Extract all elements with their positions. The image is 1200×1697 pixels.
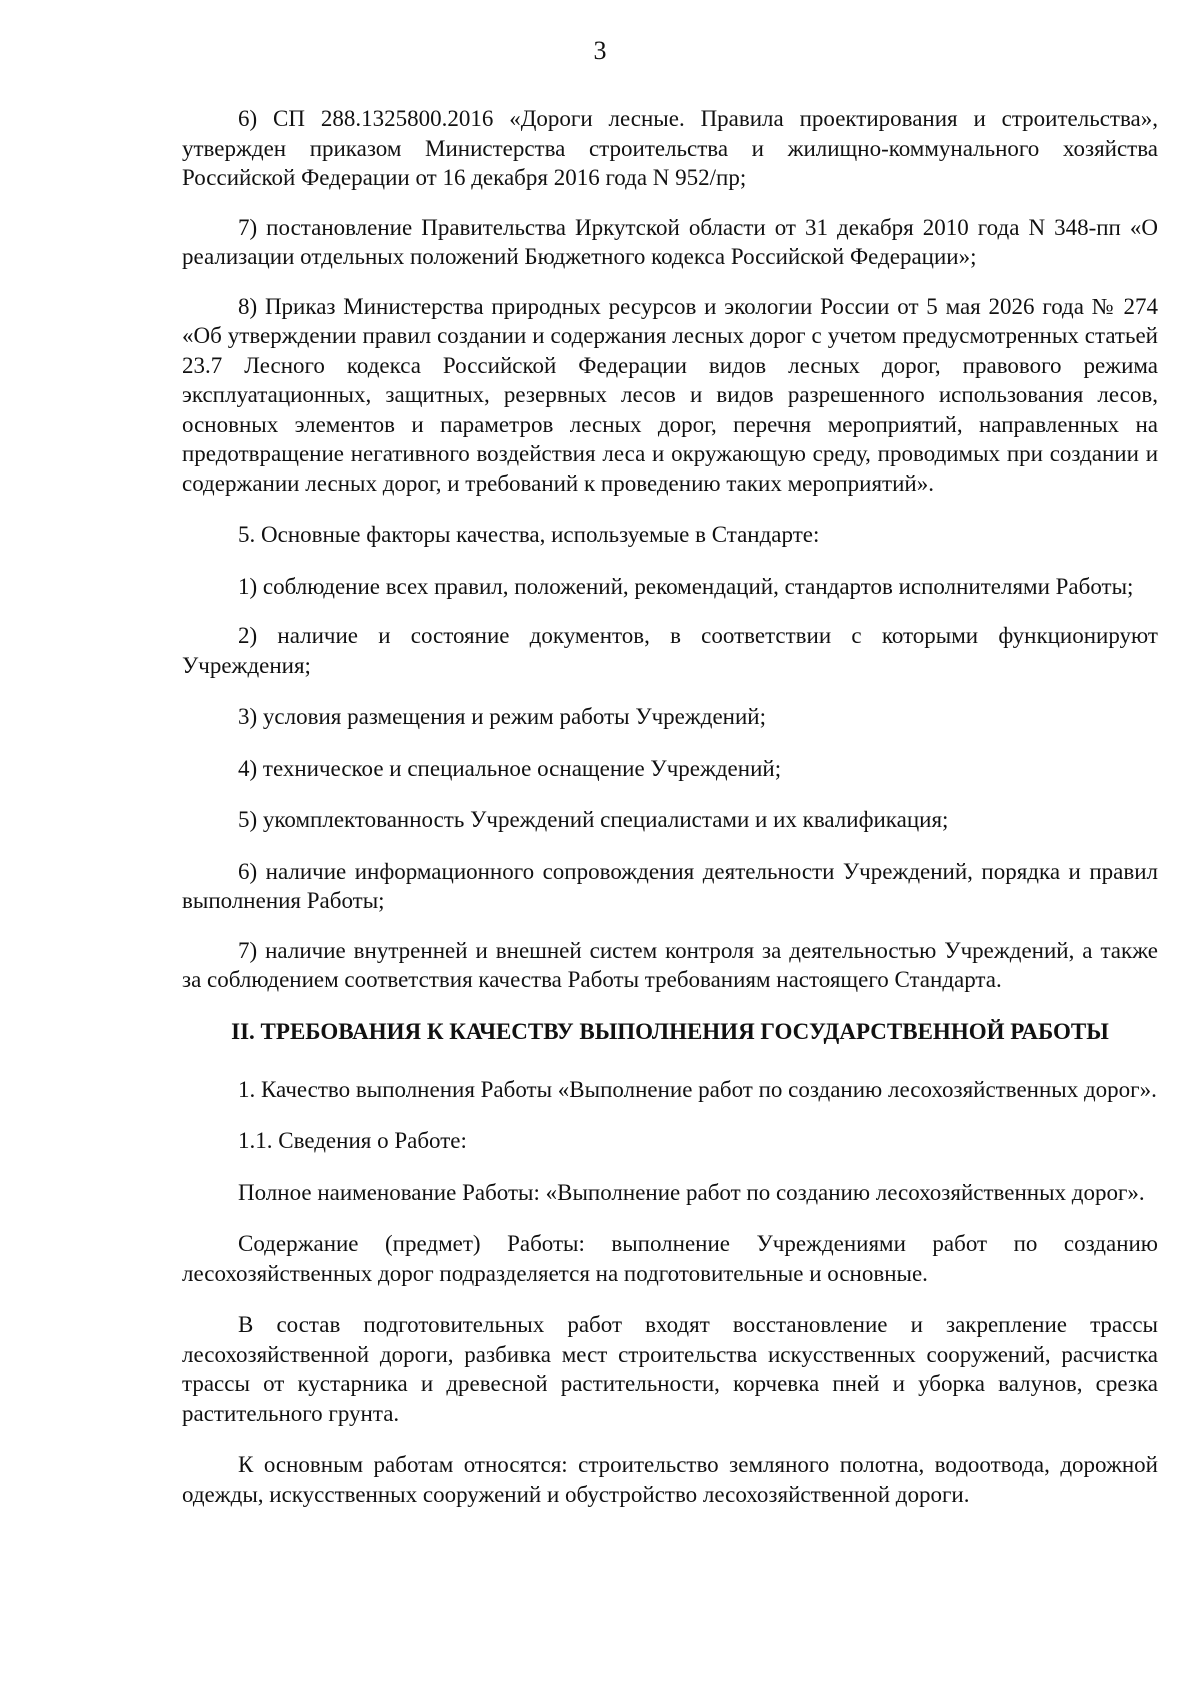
section-title: II. ТРЕБОВАНИЯ К КАЧЕСТВУ ВЫПОЛНЕНИЯ ГОСУДАРСТВЕННОЙ РАБОТЫ: [231, 1018, 1109, 1044]
factor-7: 7) наличие внутренней и внешней систем контроля за деятельностью Учреждений, а также за соблюдением соответствия качества Работы требованиям настоящего Стандарта.: [182, 937, 1158, 992]
factor-5: 5) укомплектованность Учреждений специалистами и их квалификация;: [238, 807, 949, 832]
paragraph-work-info: 1.1. Сведения о Работе:: [238, 1128, 467, 1153]
page-number: 3: [593, 36, 607, 65]
document-body: [182, 104, 1158, 1531]
paragraph-content: Содержание (предмет) Работы: выполнение Учреждениями работ по созданию лесохозяйственных дорог подразделяется на подготовительные и основные.: [182, 1231, 1158, 1286]
factor-3: 3) условия размещения и режим работы Учреждений;: [238, 704, 767, 729]
paragraph-main-works: К основным работам относятся: строительство земляного полотна, водоотвода, дорожной одежды, искусственных сооружений и обустройство лесохозяйственной дороги.: [182, 1452, 1158, 1507]
paragraph-preparatory-works: В состав подготовительных работ входят восстановление и закрепление трассы лесохозяйственной дороги, разбивка мест строительства искусственных сооружений, расчистка трассы от кустарника и древесной растительности, корчевка пней и уборка валунов, срезка растительного грунта.: [182, 1312, 1158, 1426]
paragraph-quality-factors: 5. Основные факторы качества, используемые в Стандарте:: [238, 522, 820, 547]
factor-2: 2) наличие и состояние документов, в соответствии с которыми функционируют Учреждения;: [182, 623, 1158, 678]
paragraph-item-7: 7) постановление Правительства Иркутской области от 31 декабря 2010 года N 348-пп «О реализации отдельных положений Бюджетного кодекса Российской Федерации»;: [182, 214, 1158, 269]
paragraph-item-8: 8) Приказ Министерства природных ресурсов и экологии России от 5 мая 2026 года № 274 «Об утверждении правил создании и содержания лесных дорог с учетом предусмотренных статьей 23.7 Лесного кодекса Российской Федерации видов лесных дорог, правового режима эксплуатационных, защитных, резервных лесов и видов разрешенного использования лесов, основных элементов и параметров лесных дорог, перечня мероприятий, направленных на предотвращение негативного воздействия леса и окружающую среду, проводимых при создании и содержании лесных дорог, и требований к проведению таких мероприятий».: [182, 293, 1158, 496]
paragraph-item-6: 6) СП 288.1325800.2016 «Дороги лесные. Правила проектирования и строительства», утвержден приказом Министерства строительства и жилищно-коммунального хозяйства Российской Федерации от 16 декабря 2016 года N 952/пр;: [182, 106, 1158, 190]
paragraph-full-name: Полное наименование Работы: «Выполнение работ по созданию лесохозяйственных дорог».: [238, 1179, 1145, 1205]
paragraph-quality-of-work: 1. Качество выполнения Работы «Выполнение работ по созданию лесохозяйственных дорог».: [238, 1076, 1157, 1102]
factor-1: 1) соблюдение всех правил, положений, рекомендаций, стандартов исполнителями Работы;: [238, 573, 1134, 599]
factor-6: 6) наличие информационного сопровождения деятельности Учреждений, порядка и правил выполнения Работы;: [182, 858, 1158, 913]
factor-4: 4) техническое и специальное оснащение Учреждений;: [238, 755, 782, 781]
